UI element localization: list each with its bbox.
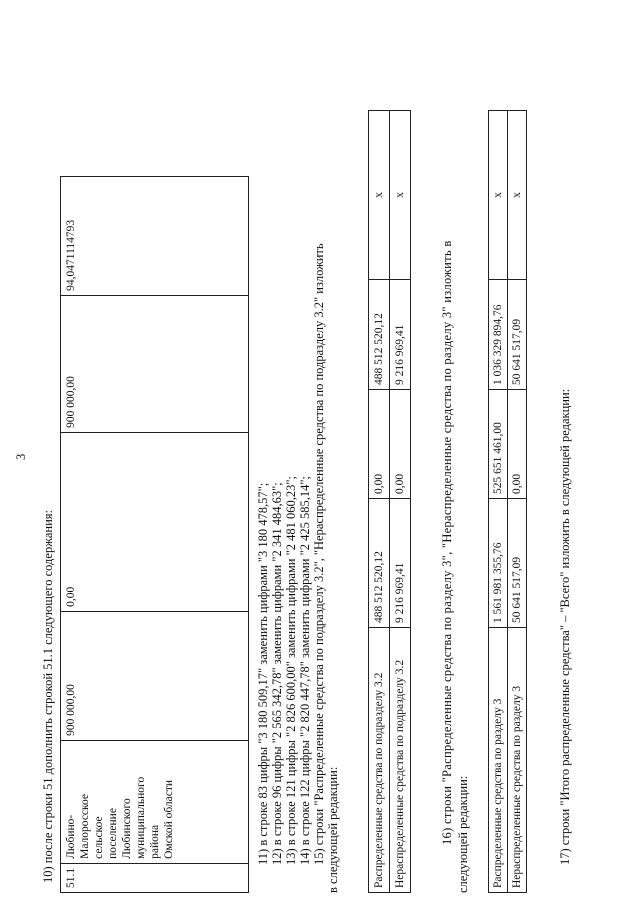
name-line: Любино- (65, 814, 77, 859)
value-cell: 0,00 (61, 432, 249, 611)
value-cell: 488 512 520,12 (369, 280, 390, 390)
item-15-text-line2: в следующей редакции: (326, 766, 340, 893)
table-row-51-1 (60, 176, 249, 893)
item-14-text: 14) в строке 122 цифры "2 820 447,78" заменить цифрами "2 425 585,14"; (298, 476, 312, 865)
table-subsection-3-2 (368, 110, 411, 893)
label-cell: Нераспределенные средства по подразделу 3.2 (390, 628, 411, 893)
name-line: района (149, 824, 161, 859)
value-cell: 50 641 517,09 (508, 280, 527, 390)
name-line: Малоросское (79, 793, 91, 859)
value-cell: 0,00 (508, 390, 527, 499)
item-13-text: 13) в строке 121 цифры "2 826 600,00" заменить цифрами "2 481 060,23"; (284, 476, 298, 865)
item-10-text: 10) после строки 51 дополнить строкой 51.1 следующего содержания: (41, 510, 55, 883)
value-cell: x (508, 111, 527, 280)
value-cell: 525 651 461,00 (489, 390, 508, 499)
table-row (508, 111, 527, 893)
table-row (61, 176, 249, 892)
value-cell: 0,00 (390, 390, 411, 499)
table-section-3 (488, 110, 527, 893)
value-cell: 94,0471114793 (61, 176, 249, 295)
value-cell: x (369, 111, 390, 280)
name-line: Омской области (163, 779, 175, 859)
name-line: Любинского (121, 798, 133, 859)
value-cell: 50 641 517,09 (508, 499, 527, 628)
item-16-text-line2: следующей редакции: (456, 775, 470, 893)
item-11-text: 11) в строке 83 цифры "3 180 509,17" заменить цифрами "3 180 478,57"; (256, 482, 270, 865)
name-line: сельское (93, 816, 105, 859)
item-15-text-line1: 15) строки "Распределенные средства по подразделу 3.2", "Нераспределенные средства по подразделу 3.2" изложить (312, 243, 326, 865)
page-number: 3 (14, 453, 28, 460)
table-row (369, 111, 390, 893)
value-cell: 9 216 969,41 (390, 499, 411, 628)
value-cell: x (489, 111, 508, 280)
item-16-text-line1: 16) строки "Распределенные средства по разделу 3", "Нераспределенные средства по разделу 3" изложить в (440, 240, 454, 845)
label-cell: Распределенные средства по разделу 3 (489, 628, 508, 893)
row-name-cell (61, 740, 249, 863)
value-cell: 9 216 969,41 (390, 280, 411, 390)
value-cell: x (390, 111, 411, 280)
row-number-cell: 51.1 (61, 863, 249, 892)
name-line: поселение (107, 808, 119, 859)
value-cell: 900 000,00 (61, 611, 249, 740)
table-row (489, 111, 508, 893)
value-cell: 1 561 981 355,76 (489, 499, 508, 628)
name-line: муниципального (135, 776, 147, 859)
label-cell: Нераспределенные средства по разделу 3 (508, 628, 527, 893)
item-17-text: 17) строки "Итого распределенные средства" – "Всего" изложить в следующей редакции: (558, 388, 572, 865)
value-cell: 488 512 520,12 (369, 499, 390, 628)
item-12-text: 12) в строке 96 цифры "2 565 342,78" заменить цифрами "2 341 484,63"; (270, 482, 284, 865)
value-cell: 1 036 329 894,76 (489, 280, 508, 390)
table-row (390, 111, 411, 893)
value-cell: 0,00 (369, 390, 390, 499)
label-cell: Распределенные средства по подразделу 3.2 (369, 628, 390, 893)
value-cell: 900 000,00 (61, 295, 249, 432)
